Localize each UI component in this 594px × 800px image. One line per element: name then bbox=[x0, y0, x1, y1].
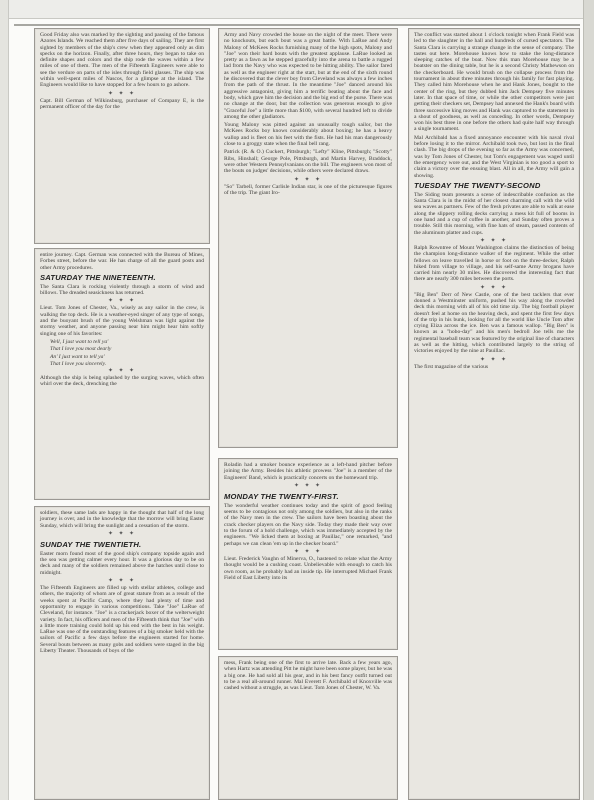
section-heading: SATURDAY THE NINETEENTH. bbox=[40, 272, 156, 282]
paragraph: Army and Navy crowded the house on the night of the meet. There were no knockouts, but each bout was a great battle. With LaRue and Andy Malony of McKees Rocks furnishing many of the high spots, Malony and "Joe" won their hard bouts with the greatest applause. LaRue looked as pretty as a fawn as he stepped gracefully into the arena to battle a rugged lad from the Navy who was expected to be hitting ability. The sailor fared as well as the engineer right at the start, but at the end of the sixth round he discovered that the clever boy from Cleveland was always a few inches from the path of the thrust. In the meantime "Joe" danced around his aggressive antagonist, giving him a terrific beating about the face and body, which gave him the decision and the big end of the purse. There was no change at the door, but the collection was generous enough to give "Graceful Joe" a little more than $100, with several hundred left to divide among the other gladiators. bbox=[224, 32, 392, 120]
paragraph: Roladin had a smoker bounce experience as a left-hand pitcher before joining the Army. Besides his athletic prowess "Joe" is a member of the Engineers' Band, which is practically concerts on the homeward trip. bbox=[224, 462, 392, 481]
star-divider: ✦ ✦ ✦ bbox=[293, 548, 323, 555]
page-right-edge bbox=[583, 0, 594, 800]
paragraph: Patrick (R. & O.) Cuckert, Pittsburgh; "Lefty" Kline, Pittsburgh; "Scotty" Ribs, Hinshall; George Pole, Pittsburgh, and Martin Harvey, Braddock, were other Western Pennsylvanians on the bill. The engineers won most of the bouts on judges' decisions, while others were declared draws. bbox=[224, 149, 392, 175]
paragraph: The first magazine of the various bbox=[414, 363, 489, 370]
paragraph: The wonderful weather continues today and the spirit of good feeling seems to be contagious not only among the soldiers, but also in the ranks of the Navy men in the crew. The sailors have been boasting about the crack checker players on the Navy side. Today they made their way over to the forum of a hold challenge, which was immediately accepted by the engineers. "We licked them at boxing at Pauillac," one remarked, "and perhaps we can clean 'em up in the checker board." bbox=[224, 502, 392, 547]
paragraph: Capt. Bill German of Wilkinsburg, purchaser of Company E, is the permanent officer of the day for the bbox=[40, 97, 204, 110]
star-divider: ✦ ✦ ✦ bbox=[107, 578, 137, 585]
paragraph: entire journey. Capt. German was connected with the Bureau of Mines, Forbes street, before the war. He has charge of all the guard posts and other Army procedures. bbox=[40, 252, 204, 271]
section-heading: SUNDAY THE TWENTIETH. bbox=[40, 539, 142, 549]
star-divider: ✦ ✦ ✦ bbox=[479, 284, 509, 291]
section-heading: TUESDAY THE TWENTY-SECOND bbox=[414, 180, 541, 190]
star-divider: ✦ ✦ ✦ bbox=[107, 90, 137, 97]
paragraph: Easter morn found most of the good ship's company topside again and the sea was getting calmer every hour. It was a glorious day to be on deck and many of the soldiers remained above the hatches until close to midnight. bbox=[40, 550, 204, 576]
paragraph: Ralph Rowntree of Mount Washington claims the distinction of being the champion long-distance walker of the regiment. While the other fellows on leave travelled in horse or foot on the three-decker, Ralph hiked from village to village, and his self-same Army brogans have carried him nearly 30 miles. He discovered the interesting fact that there are nearly 300 miles between the ports. bbox=[414, 244, 574, 283]
clipping-checker-match bbox=[218, 656, 398, 800]
clipping-good-friday bbox=[34, 28, 210, 244]
paragraph: Lieut. Tom Jones of Chester, Va., wisely as any sailor in the crew, is walking the top deck. He is a weather-eyed singer of any type of songs, and the buoyant brush of the young Welshman was light against the stormy weather, and anyone passing near him might hear him softly singing one of his favorites: bbox=[40, 305, 204, 337]
paragraph: mess, Frank being one of the first to arrive late. Back a few years ago, when Hartz was attending Pitt he might have been some player, but he was a big one. He had sold all his gear, and in his best fancy outfit turned out to be a real all-around runner. Mal Everett F. Archibald of Knoxville was cashed without a struggle, as was Lieut. Tom Jones of Chester, W. Va. bbox=[224, 660, 392, 692]
clipping-tuesday-twenty-second bbox=[408, 28, 580, 800]
verse-line: An' I just want to tell ya' bbox=[50, 353, 105, 360]
paragraph: Young Malony was pitted against an unusually tough sailor, but the McKees Rocks boy knows considerably about boxing; he has a heavy wallop and is fleet on his feet with the fists. He had his man dangerously close to a groggy state when the final bell rang. bbox=[224, 122, 392, 148]
section-heading: MONDAY THE TWENTY-FIRST. bbox=[224, 491, 339, 501]
verse-line: Well, I just want to tell ya' bbox=[50, 338, 109, 345]
top-rule bbox=[14, 24, 580, 26]
clipping-monday-twenty-first bbox=[218, 458, 398, 650]
paragraph: Good Friday also was marked by the sighting and passing of the famous Azores Islands. We reached them after five days of sailing. They are first sighted by members of the ship's crew when they appeared only as dim specks on the horizon. Finally, after three hours, they began to take on definite shapes and colors and the ship rode the waves within a few miles of one of them. The men of the Fifteenth Engineers were able to see the verdure on parts of the isles through field glasses. The ship was within well-spent miles of Nascos, for a glimpse at the island. The Engineers would like to have stopped for a few hours to go ashore. bbox=[40, 32, 204, 89]
star-divider: ✦ ✦ ✦ bbox=[107, 530, 137, 537]
page-top-edge bbox=[0, 0, 594, 19]
paragraph: Lieut. Frederick Vaughn of Minerva, O., hastened to relate what the Army thought would be a cushing coast. Unbelievable with enough to catch his own room, as he probably had an inside tip. He interrupted Michael Frank Field of East Liberty into its bbox=[224, 555, 392, 581]
paragraph: soldiers, these same lads are happy in the thought that half of the long journey is over, and in the knowledge that the morrow will bring Easter Sunday, which will bring the sunlight and a cessation of the storm. bbox=[40, 510, 204, 529]
star-divider: ✦ ✦ ✦ bbox=[479, 237, 509, 244]
paragraph: The Siding team presents a scene of indescribable confusion as the Santa Clara is in the midst of her closest charming call with the wild sea waves as partners. Few of the fresh privates are able to walk at ease along the slippery rolling decks carrying a mess kit full of booms in one hand and a cup of coffee in another, and Sunday often proves a trouble. Still this morning, with fine hats of steam, passed contents of the aluminum platter and cups. bbox=[414, 191, 574, 236]
page-left-edge bbox=[0, 0, 9, 800]
star-divider: ✦ ✦ ✦ bbox=[293, 482, 323, 489]
paragraph: The conflict was started about 1 o'clock tonight when Frank Field was led to the slaughter in the hall and hundreds of cursed spectators. The Santa Clara is carrying a strange change in the sense of company. The tastes out here. Morehouse knows how to stake the long-distance sleeping catches of the boat. Now this man Morehouse may be a boatster on the dining table, but he is a second Christy Mathewson on the checkerboard. He would brush on the collapse process from the tournament in about three minutes through his family for fast playing. They called him Morehouse when he and Hank Jones, bought to the center of the ring, but they dubbed him Jack Dempsey five minutes later. In that space of time, or while the other competitors were just getting their checkers set, Dempsey had annexed the Hank's board with three successive king moves and Hank was captured to the statement in a shout of goodness, as well as conceding. In other words, Dempsey won his best three in one before the others had quite half way through a single tournament. bbox=[414, 32, 574, 133]
paragraph: "Big Ben" Derr of New Castle, one of the best tacklers that ever donned a Westminster uniform, pushed his way along the crowded deck this morning with all of his old time zip. The big football player doesn't feel at home on the heaving deck, and spent the first few days of the trip in his bunk, looking for all the world like Uncle Tom after crying Eliza across the ice. Ben was a famous wallop. "Big Ben" is known as a "hobo-day" and his men's bedroll Joe tells me the regimental baseball team was featured by the original line of characters as well as the hitting, which contributed largely to the string of victories enjoyed by the nine at Pauillac. bbox=[414, 291, 574, 355]
clipping-boxing-smoker bbox=[218, 28, 398, 448]
star-divider: ✦ ✦ ✦ bbox=[479, 356, 509, 363]
verse-line: That I love you sincerely. bbox=[50, 360, 107, 367]
paragraph: The Fifteenth Engineers are filled up with stellar athletes, college and others, the majority of whom are of great stature from as a result of the weeks spent at Pacific Camp, where they had plenty of time and opportunity to engage in various competitions. Take "Joe" LaRue of Cleveland, for instance. "Joe" is a crackerjack boxer of the welterweight variety. In fact, his officers and men of the Fifteenth think that "Joe" with a little more training could hold up his end with the best in his weight. LaRue was one of the outstanding features of a big smoker held with the sailors of Pacific a few days before the engineers started for home. Several bouts between as many gobs and soldiers were staged in the big Liberty Theater. Thousands of boys of the bbox=[40, 585, 204, 655]
verse-line: That I love you most dearly bbox=[50, 346, 112, 353]
paragraph: Although the ship is being splashed by the surging waves, which often whirl over the deck, drenching the bbox=[40, 375, 204, 388]
star-divider: ✦ ✦ ✦ bbox=[107, 298, 137, 305]
paragraph: "So" Tarbell, former Carlisle Indian star, is one of the picturesque figures of the trip. The giant Iro- bbox=[224, 183, 392, 196]
star-divider: ✦ ✦ ✦ bbox=[293, 176, 323, 183]
paragraph: Mal Archibald has a fixed annoyance encounter with his naval rival before losing it to the mirror. Archibald took two, but lost in the final clash. The big drops of the evening so far as the Army was concerned, was by Tom Jones of Chester, but Tom's engagement was waged until the emergency wore out, and the West Virginian is too good a sport to claim a victory over the ensuing blast. All in all, the Army will gain a showing. bbox=[414, 134, 574, 179]
star-divider: ✦ ✦ ✦ bbox=[107, 368, 137, 375]
clipping-saturday-nineteenth bbox=[34, 248, 210, 500]
clipping-sunday-twentieth bbox=[34, 506, 210, 800]
paragraph: The Santa Clara is rocking violently through a storm of wind and billows. The dreaded seasickness has returned. bbox=[40, 283, 204, 297]
